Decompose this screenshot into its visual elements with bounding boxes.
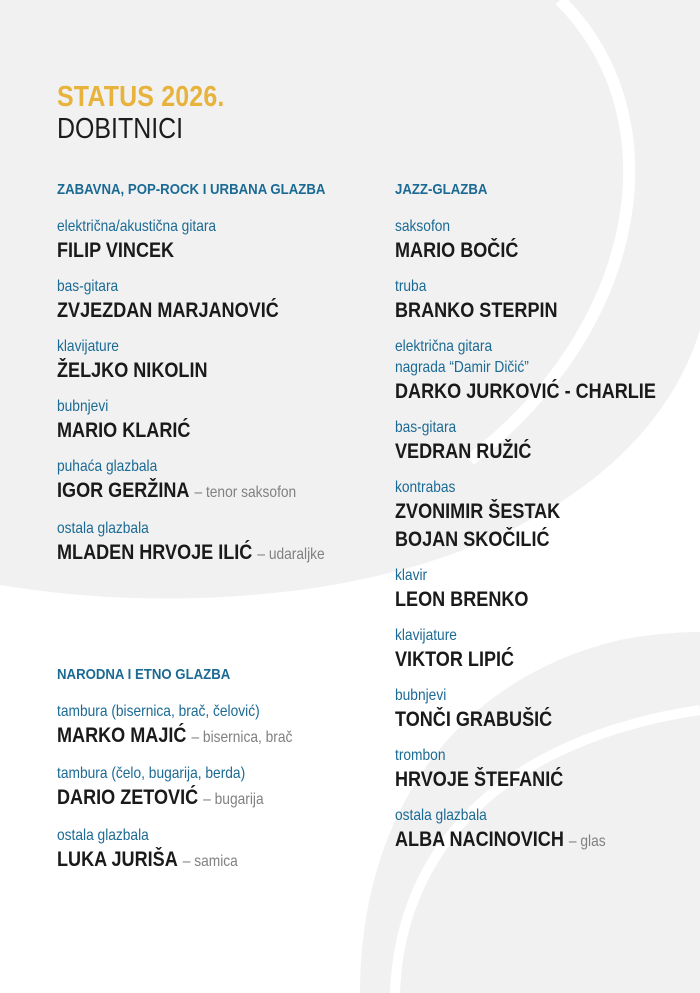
instrument-label: ostala glazbala: [57, 827, 149, 844]
winner-name: DARKO JURKOVIĆ - CHARLIE: [395, 380, 656, 403]
section-folk-ethno: [57, 665, 387, 888]
list-item: [395, 626, 695, 674]
winner-name: VEDRAN RUŽIĆ: [395, 440, 532, 463]
instrument-name: tambura: [57, 703, 108, 720]
winner-name: ZVJEZDAN MARJANOVIĆ: [57, 299, 279, 322]
instrument-label: [57, 764, 341, 784]
section-jazz: [395, 180, 695, 868]
winner-line: [57, 539, 341, 569]
instrument-label: bas-gitara: [57, 278, 119, 295]
section-heading: ZABAVNA, POP-ROCK I URBANA GLAZBA: [57, 181, 326, 198]
instrument-label: kontrabas: [395, 479, 456, 496]
instrument-label: saksofon: [395, 218, 451, 235]
list-item: [57, 826, 387, 876]
instrument-label: električna/akustična gitara: [57, 218, 217, 235]
winner-line: [395, 438, 653, 466]
list-item: [395, 746, 695, 794]
page-title: STATUS 2026.: [57, 81, 225, 113]
winner-line: [395, 826, 653, 856]
winner-name: MARIO BOČIĆ: [395, 239, 519, 262]
list-item: [57, 764, 387, 814]
winner-line: [395, 646, 653, 674]
winner-line: [395, 586, 653, 614]
page-header: [57, 82, 252, 146]
list-item: [395, 217, 695, 265]
winner-name: IGOR GERŽINA: [57, 479, 190, 502]
winner-name: LEON BRENKO: [395, 588, 529, 611]
winner-name: ALBA NACINOVICH: [395, 828, 564, 851]
winner-name: ZVONIMIR ŠESTAK: [395, 500, 561, 523]
instrument-detail: (čelo, bugarija, berda): [111, 765, 246, 782]
winner-line: [57, 722, 341, 752]
winner-line: [57, 784, 341, 814]
winner-note: – tenor saksofon: [194, 484, 297, 501]
instrument-label: ostala glazbala: [395, 807, 487, 824]
award-label: nagrada “Damir Dičić”: [395, 359, 529, 376]
winner-name: BOJAN SKOČILIĆ: [395, 528, 550, 551]
instrument-label: klavir: [395, 567, 428, 584]
section-heading: NARODNA I ETNO GLAZBA: [57, 666, 231, 683]
winner-line: [395, 237, 653, 265]
winner-line: [57, 417, 341, 445]
winner-line: [395, 706, 653, 734]
winner-line: [57, 846, 341, 876]
list-item: [57, 337, 387, 385]
winner-name: MARKO MAJIĆ: [57, 724, 187, 747]
instrument-label: ostala glazbala: [57, 520, 149, 537]
list-item: [395, 566, 695, 614]
instrument-label: bubnjevi: [57, 398, 109, 415]
winner-note: – bugarija: [203, 791, 264, 808]
winner-name: MLADEN HRVOJE ILIĆ: [57, 541, 253, 564]
instrument-label: bas-gitara: [395, 419, 457, 436]
winner-name: MARIO KLARIĆ: [57, 419, 191, 442]
winner-line: [57, 357, 341, 385]
instrument-label: električna gitara: [395, 338, 493, 355]
list-item: [395, 686, 695, 734]
winner-line: [395, 766, 653, 794]
instrument-label: klavijature: [395, 627, 457, 644]
winner-name: HRVOJE ŠTEFANIĆ: [395, 768, 564, 791]
section-heading: JAZZ-GLAZBA: [395, 181, 488, 198]
list-item: [395, 337, 695, 406]
list-item: [57, 217, 387, 265]
winner-name: TONČI GRABUŠIĆ: [395, 708, 553, 731]
list-item: [395, 806, 695, 856]
instrument-label: klavijature: [57, 338, 119, 355]
winner-name: ŽELJKO NIKOLIN: [57, 359, 208, 382]
winner-name: DARIO ZETOVIĆ: [57, 786, 199, 809]
instrument-label: [57, 702, 341, 722]
list-item: [57, 397, 387, 445]
winner-note: – samica: [182, 853, 238, 870]
winner-line: [395, 498, 653, 526]
instrument-label: trombon: [395, 747, 446, 764]
list-item: [395, 418, 695, 466]
winner-name: FILIP VINCEK: [57, 239, 175, 262]
winner-line: [57, 237, 341, 265]
list-item: [57, 702, 387, 752]
list-item: [395, 277, 695, 325]
winner-name: VIKTOR LIPIĆ: [395, 648, 515, 671]
instrument-label: puhaća glazbala: [57, 458, 158, 475]
winner-name: LUKA JURIŠA: [57, 848, 178, 871]
winner-line: [57, 297, 341, 325]
instrument-detail: (bisernica, brač, čelović): [111, 703, 260, 720]
winner-line: [57, 477, 341, 507]
winner-name: BRANKO STERPIN: [395, 299, 558, 322]
winner-note: – glas: [568, 833, 606, 850]
winner-note: – bisernica, brač: [191, 729, 293, 746]
instrument-name: tambura: [57, 765, 108, 782]
instrument-label: bubnjevi: [395, 687, 447, 704]
winner-line: [395, 526, 653, 554]
list-item: [57, 519, 387, 569]
winner-note: – udaraljke: [257, 546, 325, 563]
instrument-label: truba: [395, 278, 427, 295]
list-item: [57, 277, 387, 325]
page-subtitle: DOBITNICI: [57, 113, 184, 145]
list-item: [395, 478, 695, 554]
winner-line: [395, 297, 653, 325]
section-pop-rock: [57, 180, 387, 581]
list-item: [57, 457, 387, 507]
winner-line: [395, 378, 656, 406]
